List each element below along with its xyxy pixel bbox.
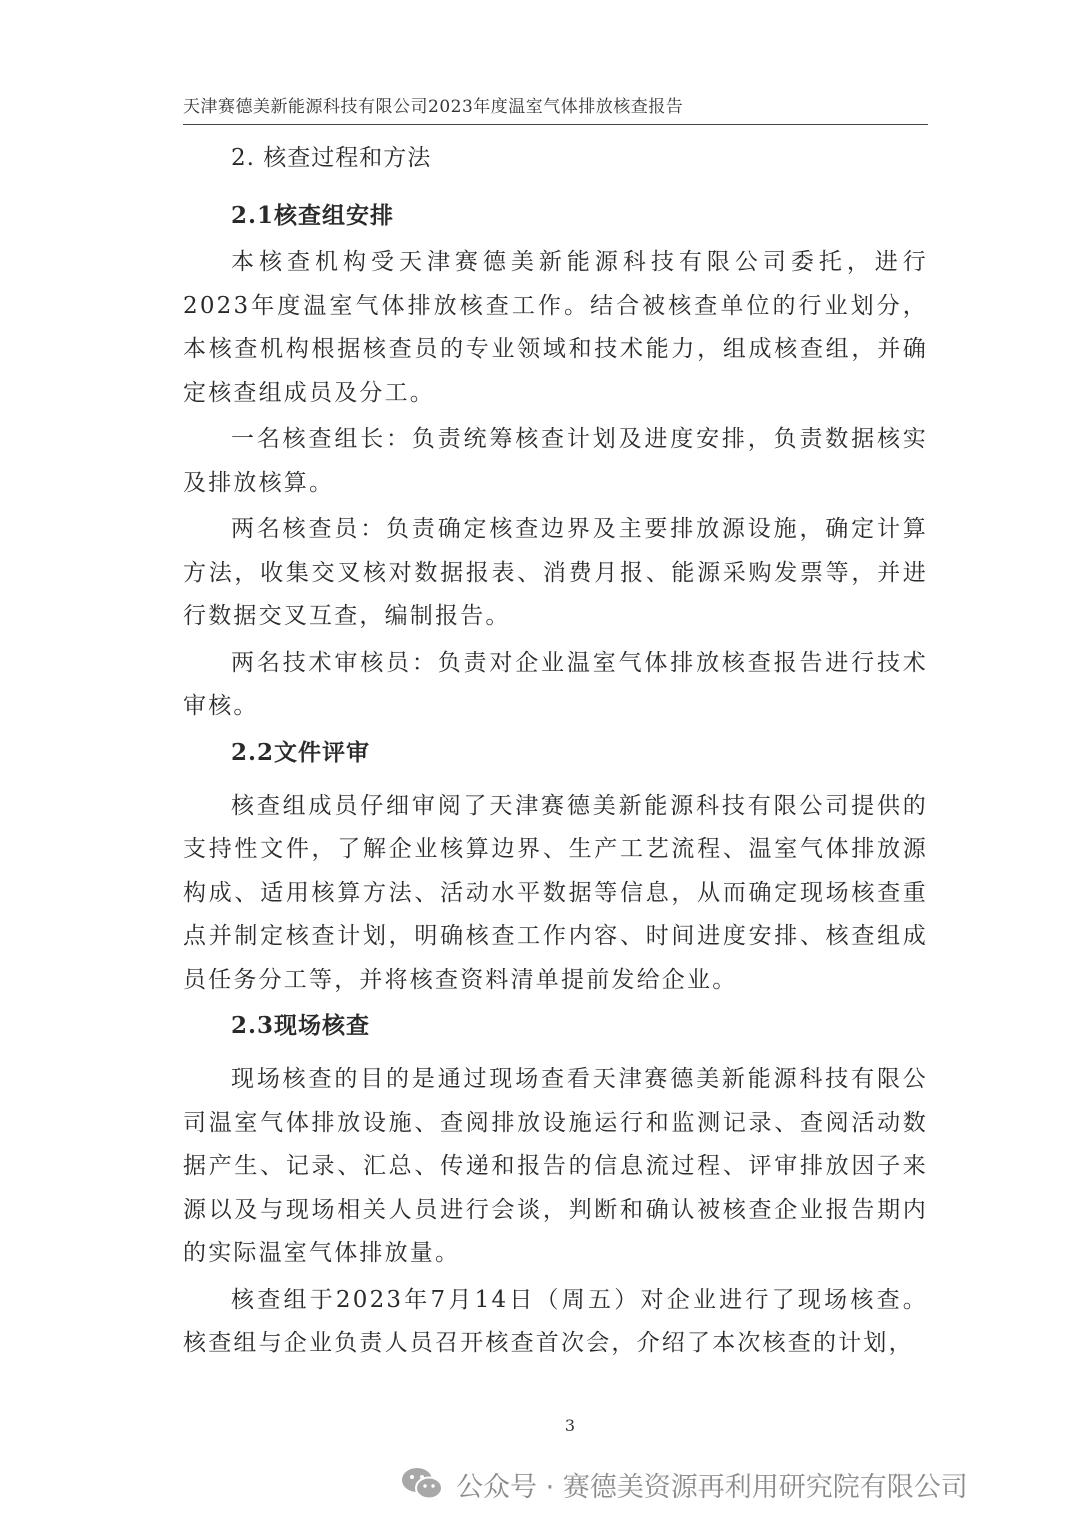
paragraph-2-1-2: 一名核查组长：负责统筹核查计划及进度安排，负责数据核实及排放核算。 [183,426,928,496]
paragraph-2-3-1: 现场核查的目的是通过现场查看天津赛德美新能源科技有限公司温室气体排放设施、查阅排放设施运行和监测记录、查阅活动数据产生、记录、汇总、传递和报告的信息流过程、评审排放因子来源以及与现场相关人员进行会谈，判断和确认被核查企业报告期内的实际温室气体排放量。 [183,1066,928,1266]
paragraph-2-3-2: 核查组于2023年7月14日（周五）对企业进行了现场核查。核查组与企业负责人员召开核查首次会，介绍了本次核查的计划， [183,1286,928,1356]
paragraph-2-1-1: 本核查机构受天津赛德美新能源科技有限公司委托，进行2023年度温室气体排放核查工作。结合被核查单位的行业划分，本核查机构根据核查员的专业领域和技术能力，组成核查组，并确定核查组成员及分工。 [183,249,928,406]
paragraph-2-1-4: 两名技术审核员：负责对企业温室气体排放核查报告进行技术审核。 [183,649,928,719]
document-body [183,136,928,1366]
heading-2-2: 2.2文件评审 [231,738,371,766]
section-title: 2. 核查过程和方法 [231,145,432,171]
header-divider [183,124,928,125]
heading-2-3: 2.3现场核查 [231,1012,371,1039]
paragraph-2-2-1: 核查组成员仔细审阅了天津赛德美新能源科技有限公司提供的支持性文件，了解企业核算边界、生产工艺流程、温室气体排放源构成、适用核算方法、活动水平数据等信息，从而确定现场核查重点并制定核查计划，明确核查工作内容、时间进度安排、核查组成员任务分工等，并将核查资料清单提前发给企业。 [183,792,928,993]
page-number: 3 [564,1416,576,1435]
page-header: 天津赛德美新能源科技有限公司2023年度温室气体排放核查报告 [183,97,684,117]
heading-2-1: 2.1核查组安排 [231,202,395,229]
wechat-icon [400,1466,444,1502]
watermark-text: 公众号 · 赛德美资源再利用研究院有限公司 [456,1471,968,1503]
paragraph-2-1-3: 两名核查员：负责确定核查边界及主要排放源设施，确定计算方法，收集交叉核对数据报表、消费月报、能源采购发票等，并进行数据交叉互查，编制报告。 [183,516,928,629]
wechat-watermark [400,1462,968,1506]
